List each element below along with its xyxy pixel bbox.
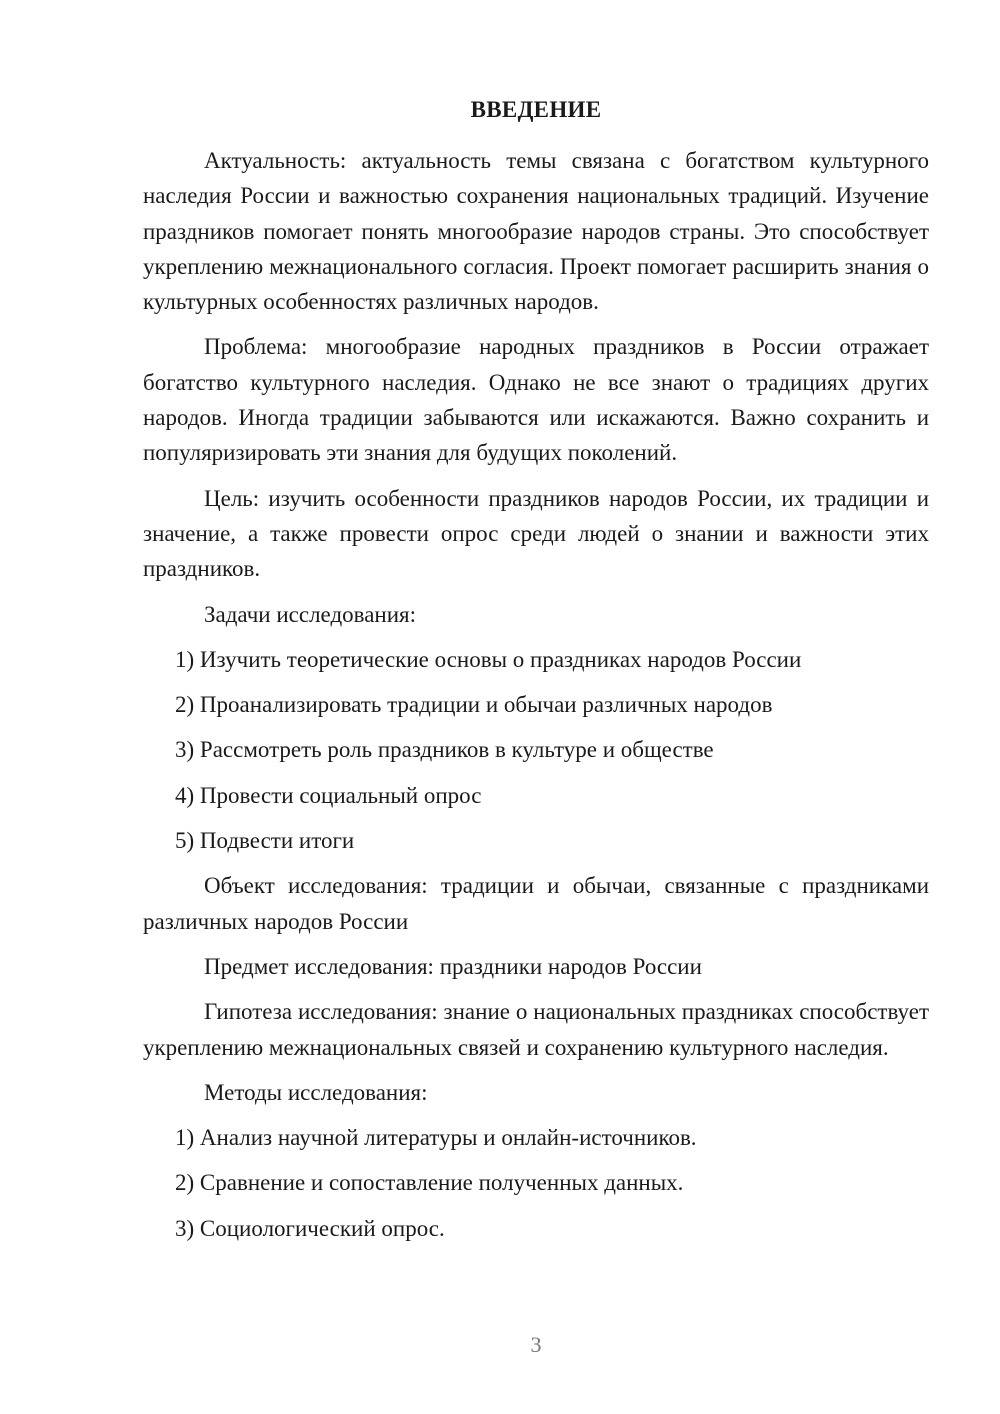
goal-paragraph: Цель: изучить особенности праздников народов России, их традиции и значение, а также провести опрос среди людей о знании и важности этих праздников. (143, 485, 929, 582)
page-title: ВВЕДЕНИЕ (470, 97, 602, 122)
object-paragraph: Объект исследования: традиции и обычаи, связанные с праздниками различных народов России (143, 873, 929, 934)
task-item: 2) Проанализировать традиции и обычаи различных народов (175, 692, 773, 718)
hypothesis-paragraph: Гипотеза исследования: знание о национальных праздниках способствует укреплению межнациональных связей и сохранению культурного наследия. (143, 999, 929, 1060)
methods-heading: Методы исследования: (204, 1079, 428, 1105)
method-item: 1) Анализ научной литературы и онлайн-источников. (175, 1125, 697, 1151)
task-item: 4) Провести социальный опрос (175, 782, 482, 808)
task-item: 3) Рассмотреть роль праздников в культуре и обществе (175, 737, 714, 763)
subject-paragraph: Предмет исследования: праздники народов России (204, 953, 702, 979)
tasks-heading: Задачи исследования: (204, 601, 417, 627)
task-item: 1) Изучить теоретические основы о праздниках народов России (175, 646, 802, 672)
page-number: 3 (530, 1332, 542, 1357)
method-item: 2) Сравнение и сопоставление полученных данных. (175, 1170, 684, 1196)
relevance-paragraph: Актуальность: актуальность темы связана с богатством культурного наследия России и важностью сохранения национальных традиций. Изучение праздников помогает понять многообразие народов страны. Это способствует укреплению межнационального согласия. Проект помогает расширить знания о культурных особенностях различных народов. (143, 148, 929, 315)
task-item: 5) Подвести итоги (175, 828, 355, 854)
problem-paragraph: Проблема: многообразие народных праздников в России отражает богатство культурного наследия. Однако не все знают о традициях других народов. Иногда традиции забываются или искажаются. Важно сохранить и популяризировать эти знания для будущих поколений. (143, 334, 929, 466)
document-body (143, 143, 929, 1256)
method-item: 3) Социологический опрос. (175, 1215, 445, 1241)
